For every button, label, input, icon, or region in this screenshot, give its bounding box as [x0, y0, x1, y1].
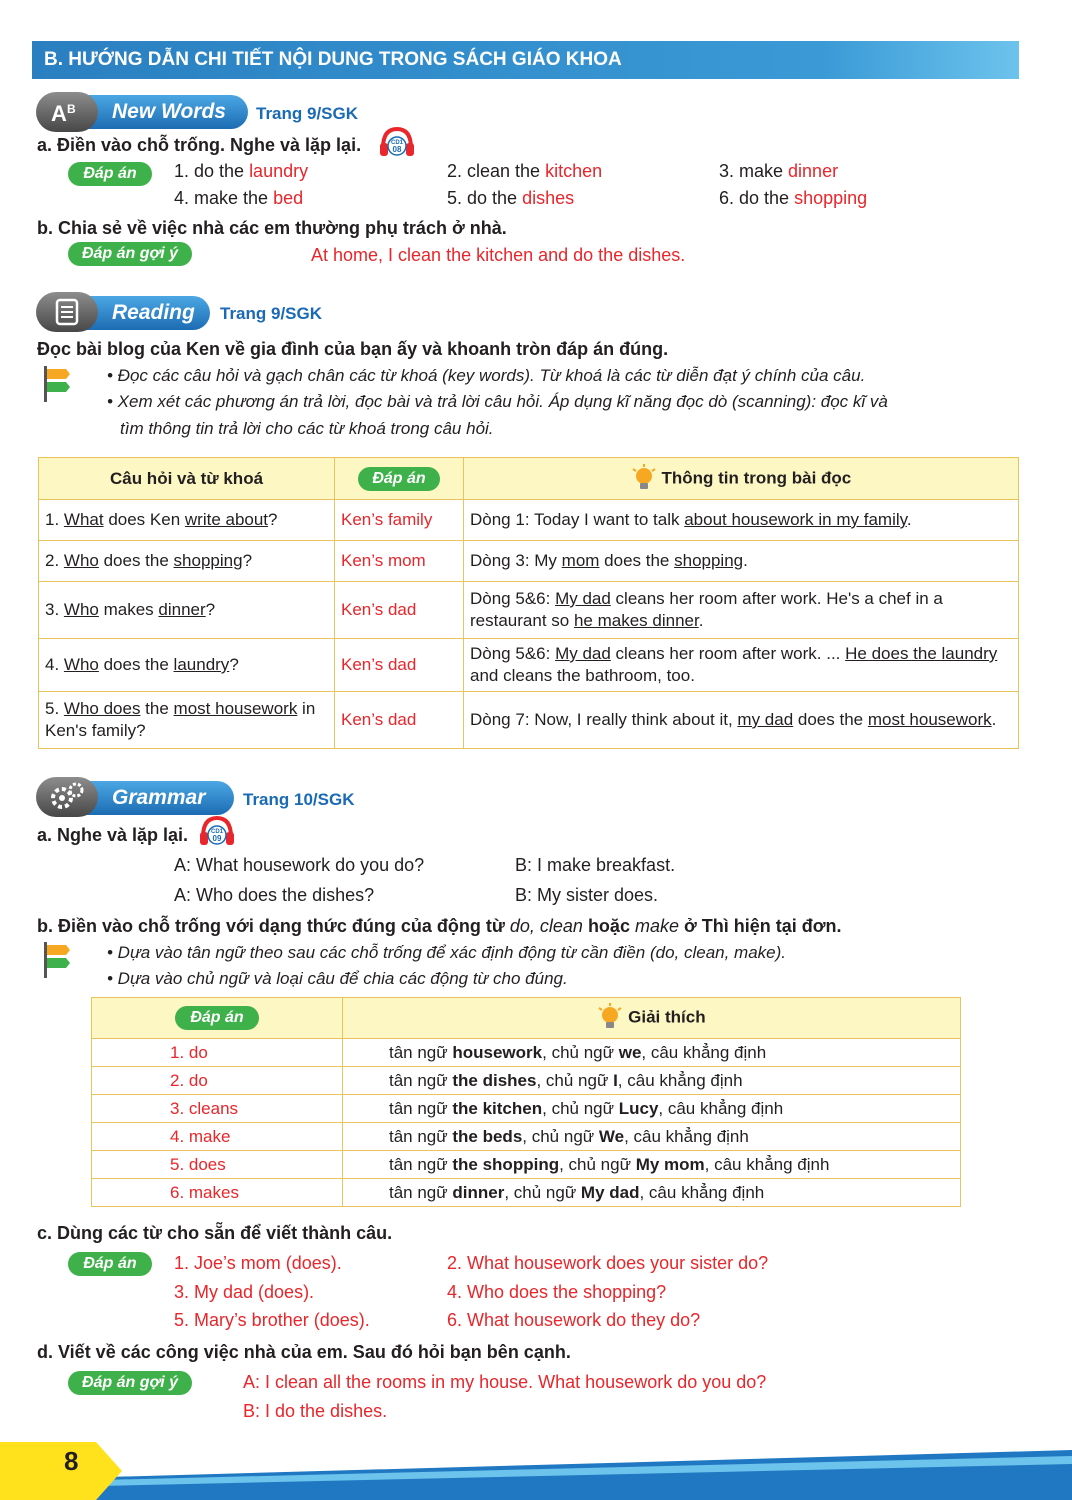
table-row	[39, 582, 1019, 639]
grammar-task-c: c. Dùng các từ cho sẵn để viết thành câu.	[37, 1223, 393, 1243]
grammar-task-a: a. Nghe và lặp lại.	[37, 825, 189, 845]
question-cell: 3. Who makes dinner?	[39, 582, 335, 639]
reading-answer-table	[38, 457, 1019, 749]
reading-page-ref: Trang 9/SGK	[220, 304, 323, 323]
answer-badge: Đáp án	[68, 162, 152, 186]
question-cell: 4. Who does the laundry?	[39, 639, 335, 692]
sentence-answer-5: 5. Mary’s brother (does).	[174, 1310, 370, 1330]
headphones-icon[interactable]	[379, 126, 415, 163]
headphones-icon[interactable]	[199, 815, 235, 852]
grammar-answer-table	[91, 997, 961, 1207]
document-icon	[36, 292, 98, 332]
word-answer-4: 4. make the bed	[174, 188, 304, 208]
word-answer-6: 6. do the shopping	[719, 188, 868, 208]
table-row	[92, 1067, 961, 1095]
grammar-tip-2: • Dựa vào chủ ngữ và loại câu để chia các động từ cho đúng.	[107, 969, 568, 988]
question-cell: 2. Who does the shopping?	[39, 541, 335, 582]
table-header-row	[92, 998, 961, 1039]
explanation-cell: tân ngữ the shopping, chủ ngữ My mom, câu khẳng định	[343, 1151, 961, 1179]
section-header: B. HƯỚNG DẪN CHI TIẾT NỘI DUNG TRONG SÁCH GIÁO KHOA	[32, 41, 1019, 79]
answer-badge: Đáp án	[175, 1006, 259, 1030]
answer-cell: 3. cleans	[92, 1095, 343, 1123]
table-row	[92, 1123, 961, 1151]
grammar-task-d: d. Viết về các công việc nhà của em. Sau đó hỏi bạn bên cạnh.	[37, 1342, 571, 1362]
new-words-page-ref: Trang 9/SGK	[256, 104, 359, 123]
word-answer-5: 5. do the dishes	[447, 188, 575, 208]
table-row	[39, 541, 1019, 582]
answer-cell: 6. makes	[92, 1179, 343, 1207]
explanation-cell: tân ngữ housework, chủ ngữ we, câu khẳng định	[343, 1039, 961, 1067]
info-cell: Dòng 3: My mom does the shopping.	[464, 541, 1019, 582]
info-cell: Dòng 5&6: My dad cleans her room after work. ... He does the laundry and cleans the bathroom, too.	[464, 639, 1019, 692]
dialog-b-2: B: My sister does.	[515, 885, 659, 905]
info-cell: Dòng 1: Today I want to talk about housework in my family.	[464, 500, 1019, 541]
question-cell: 1. What does Ken write about?	[39, 500, 335, 541]
abc-icon	[36, 92, 98, 132]
table-row	[92, 1039, 961, 1067]
reading-task: Đọc bài blog của Ken về gia đình của bạn ấy và khoanh tròn đáp án đúng.	[37, 339, 669, 359]
word-answer-3: 3. make dinner	[719, 161, 839, 181]
signpost-icon	[38, 364, 72, 409]
table-row	[39, 639, 1019, 692]
grammar-page-ref: Trang 10/SGK	[243, 790, 355, 809]
explanation-cell: tân ngữ the kitchen, chủ ngữ Lucy, câu khẳng định	[343, 1095, 961, 1123]
svg-text:08: 08	[392, 145, 402, 154]
table-col-answer	[335, 458, 464, 500]
sentence-answer-2: 2. What housework does your sister do?	[447, 1253, 769, 1273]
suggested-answer-badge: Đáp án gợi ý	[68, 1371, 192, 1395]
answer-d-line-2: B: I do the dishes.	[243, 1401, 388, 1421]
dialog-b-1: B: I make breakfast.	[515, 855, 676, 875]
word-answer-1: 1. do the laundry	[174, 161, 309, 181]
dialog-a-1: A: What housework do you do?	[174, 855, 425, 875]
suggested-answer-badge: Đáp án gợi ý	[68, 242, 192, 266]
sentence-answer-3: 3. My dad (does).	[174, 1282, 315, 1302]
word-answer-2: 2. clean the kitchen	[447, 161, 603, 181]
signpost-icon	[38, 940, 72, 985]
footer-band	[0, 1442, 1072, 1500]
answer-cell: Ken’s mom	[335, 541, 464, 582]
explanation-cell: tân ngữ the dishes, chủ ngữ I, câu khẳng định	[343, 1067, 961, 1095]
grammar-pill: Grammar	[70, 781, 234, 815]
svg-text:CD1: CD1	[390, 140, 404, 146]
reading-tip-2a: • Xem xét các phương án trả lời, đọc bài và trả lời câu hỏi. Áp dụng kĩ năng đọc dò (scanning): đọc kĩ và	[107, 392, 888, 411]
info-cell: Dòng 5&6: My dad cleans her room after work. He's a chef in a restaurant so he makes dinner.	[464, 582, 1019, 639]
grammar-tip-1: • Dựa vào tân ngữ theo sau các chỗ trống để xác định động từ cần điền (do, clean, make).	[107, 943, 787, 962]
answer-cell: Ken’s family	[335, 500, 464, 541]
answer-d-line-1: A: I clean all the rooms in my house. What housework do you do?	[243, 1372, 767, 1392]
sentence-answer-6: 6. What housework do they do?	[447, 1310, 701, 1330]
table-header-row	[39, 458, 1019, 500]
reading-tip-1: • Đọc các câu hỏi và gạch chân các từ khoá (key words). Từ khoá là các từ diễn đạt ý chính của câu.	[107, 366, 866, 385]
sentence-answer-4: 4. Who does the shopping?	[447, 1282, 667, 1302]
table-row	[39, 500, 1019, 541]
answer-cell: 5. does	[92, 1151, 343, 1179]
answer-cell: Ken’s dad	[335, 639, 464, 692]
lightbulb-icon	[597, 1003, 623, 1033]
svg-text:CD1: CD1	[210, 829, 224, 835]
answer-cell: Ken’s dad	[335, 692, 464, 749]
table-col-info: Thông tin trong bài đọc	[464, 458, 1019, 500]
svg-text:A: A	[51, 101, 67, 126]
answer-cell: Ken’s dad	[335, 582, 464, 639]
table-row	[92, 1151, 961, 1179]
explanation-cell: tân ngữ the beds, chủ ngữ We, câu khẳng định	[343, 1123, 961, 1151]
table-col-question: Câu hỏi và từ khoá	[39, 458, 335, 500]
page-number: 8	[64, 1446, 79, 1476]
table-row	[92, 1179, 961, 1207]
table-col-answer	[92, 998, 343, 1039]
answer-badge: Đáp án	[68, 1252, 152, 1276]
reading-tip-2b: tìm thông tin trả lời cho các từ khoá trong câu hỏi.	[120, 419, 494, 438]
sentence-answer-1: 1. Joe’s mom (does).	[174, 1253, 342, 1273]
answer-cell: 4. make	[92, 1123, 343, 1151]
new-words-pill: New Words	[70, 95, 248, 129]
table-col-explanation: Giải thích	[343, 998, 961, 1039]
svg-text:09: 09	[212, 834, 222, 843]
info-cell: Dòng 7: Now, I really think about it, my dad does the most housework.	[464, 692, 1019, 749]
explanation-cell: tân ngữ dinner, chủ ngữ My dad, câu khẳng định	[343, 1179, 961, 1207]
answer-cell: 2. do	[92, 1067, 343, 1095]
new-words-answer-b: At home, I clean the kitchen and do the dishes.	[311, 245, 686, 265]
reading-pill: Reading	[70, 296, 210, 330]
grammar-task-b: b. Điền vào chỗ trống với dạng thức đúng của động từ do, clean hoặc make ở Thì hiện tại đơn.	[37, 916, 842, 936]
new-words-task-b: b. Chia sẻ về việc nhà các em thường phụ trách ở nhà.	[37, 218, 507, 238]
lightbulb-icon	[631, 464, 657, 494]
dialog-a-2: A: Who does the dishes?	[174, 885, 375, 905]
table-row	[39, 692, 1019, 749]
gears-icon	[36, 777, 98, 817]
question-cell: 5. Who does the most housework in Ken's family?	[39, 692, 335, 749]
answer-badge: Đáp án	[358, 467, 440, 491]
new-words-task-a: a. Điền vào chỗ trống. Nghe và lặp lại.	[37, 135, 362, 155]
svg-text:B: B	[67, 102, 76, 116]
table-row	[92, 1095, 961, 1123]
answer-cell: 1. do	[92, 1039, 343, 1067]
